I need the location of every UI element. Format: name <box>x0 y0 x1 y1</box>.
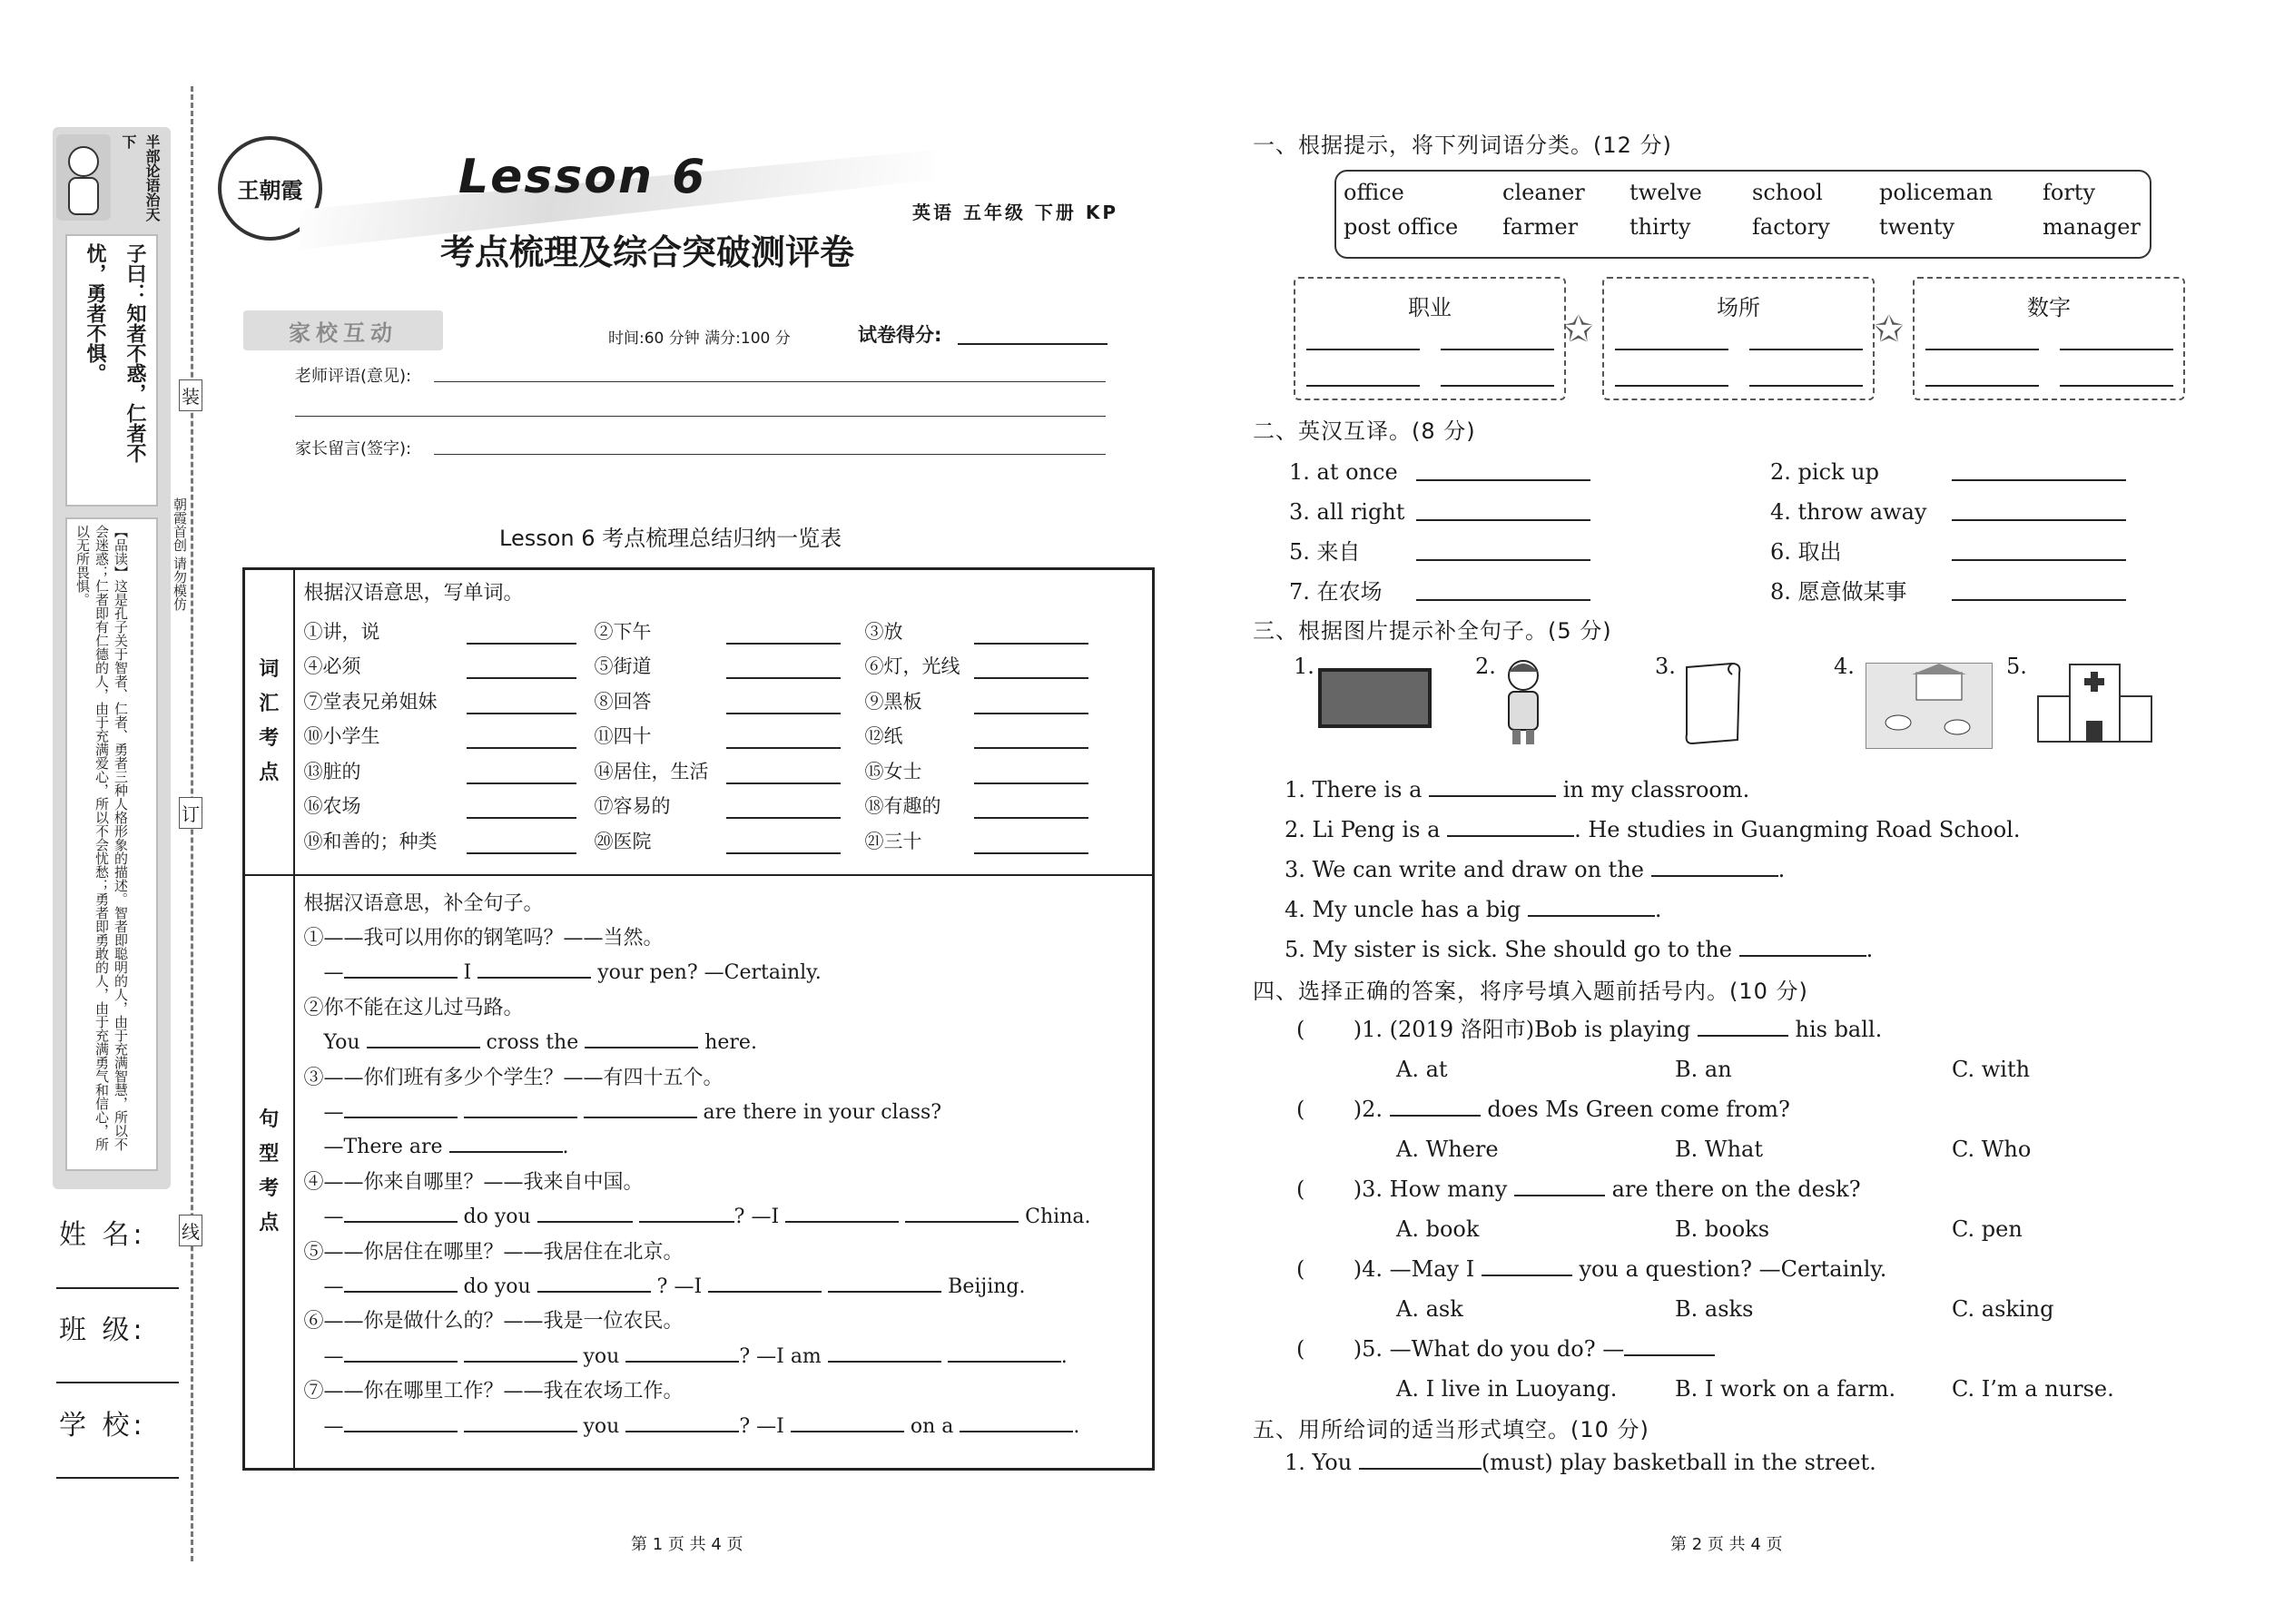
answer-blank[interactable] <box>464 1117 577 1118</box>
lesson-title: Lesson 6 <box>458 150 707 204</box>
category-place: 场所 <box>1602 277 1875 400</box>
sentence-cell <box>294 875 1154 1470</box>
sentence-2-cn: ②你不能在这儿过马路。 <box>303 996 524 1019</box>
sentence-1-en: — I your pen? —Certainly. <box>323 961 822 985</box>
page-number-2: 第 2 页 共 4 页 <box>1670 1535 1783 1554</box>
brand-slogan: 半部论语治天下 <box>120 134 161 221</box>
logo-text: 王朝霞 <box>237 177 303 203</box>
sentence-5-en: — do you ? —I Beijing. <box>323 1275 1026 1298</box>
teacher-line-1[interactable] <box>434 381 1106 382</box>
sentence-2-en: You cross the here. <box>323 1031 757 1055</box>
sentence-1-cn: ①——我可以用你的钢笔吗？——当然。 <box>303 926 664 950</box>
answer-blank[interactable] <box>974 677 1088 679</box>
answer-blank[interactable] <box>726 643 841 645</box>
answer-blank[interactable] <box>1925 385 2039 387</box>
picture-sentences: 1. There is a in my classroom. 2. Li Peng is a . He studies in Guangming Road School. 3. We can write and draw on the . 4. My uncle has a big . 5. My sister is sick. She should go to the . <box>1285 777 2021 962</box>
vocab-row: ⑩小学生 ⑪四十 ⑫纸 <box>304 714 1144 750</box>
answer-blank[interactable] <box>367 1047 480 1048</box>
paper-scroll-picture <box>1678 658 1750 749</box>
answer-blank[interactable] <box>974 852 1088 854</box>
answer-blank[interactable] <box>1359 1468 1482 1470</box>
answer-blank[interactable] <box>1952 599 2126 601</box>
confucius-quote: 子曰：知者不惑，仁者不忧，勇者不惧。 <box>84 243 146 463</box>
page-number-1: 第 1 页 共 4 页 <box>631 1535 743 1554</box>
pic-num-5: 5. <box>2006 654 2027 679</box>
answer-blank[interactable] <box>467 677 576 679</box>
answer-blank[interactable] <box>344 1117 458 1118</box>
answer-blank[interactable] <box>537 1221 633 1223</box>
parent-line[interactable] <box>434 454 1106 455</box>
answer-blank[interactable] <box>467 852 576 854</box>
sentence-4-en: — do you ? —I China. <box>323 1206 1091 1229</box>
answer-blank[interactable] <box>1698 1035 1788 1037</box>
star-icon: ✩ <box>1563 309 1594 350</box>
sentence-6-cn: ⑥——你是做什么的？——我是一位农民。 <box>303 1310 684 1334</box>
vocab-instruction: 根据汉语意思，写单词。 <box>303 582 524 605</box>
section-5-heading: 五、用所给词的适当形式填空。(10 分) <box>1253 1417 1649 1442</box>
school-label: 学 校: <box>59 1410 146 1442</box>
answer-blank[interactable] <box>1749 349 1863 350</box>
answer-bracket[interactable]: ( ) <box>1296 1176 1363 1202</box>
answer-blank[interactable] <box>1416 519 1590 521</box>
answer-blank[interactable] <box>1441 385 1554 387</box>
word-bank-words: office cleaner twelve school policeman forty post office farmer thirty factory twenty manager <box>1344 180 2141 240</box>
answer-blank[interactable] <box>1615 349 1728 350</box>
hospital-picture <box>2033 655 2156 746</box>
section-4-heading: 四、选择正确的答案，将序号填入题前括号内。(10 分) <box>1253 979 1808 1004</box>
answer-blank[interactable] <box>537 1291 651 1293</box>
category-occupation: 职业 <box>1294 277 1566 400</box>
answer-blank[interactable] <box>1416 479 1590 481</box>
home-school-badge: 家校互动 <box>243 310 443 350</box>
answer-bracket[interactable]: ( ) <box>1296 1256 1363 1282</box>
answer-blank[interactable] <box>828 1361 941 1363</box>
answer-blank[interactable] <box>726 852 841 854</box>
pic-num-3: 3. <box>1655 654 1676 679</box>
cut-mark-1: 装 <box>179 379 202 411</box>
answer-blank[interactable] <box>2060 385 2173 387</box>
cut-mark-2: 订 <box>179 797 202 829</box>
vocab-row: ⑬脏的 ⑭居住，生活 ⑮女士 <box>304 749 1144 784</box>
answer-blank[interactable] <box>1306 349 1420 350</box>
section-1-heading: 一、根据提示，将下列词语分类。(12 分) <box>1253 133 1672 158</box>
answer-blank[interactable] <box>467 817 576 819</box>
answer-blank[interactable] <box>467 782 576 784</box>
sentence-7-en: — you ? —I on a . <box>323 1414 1080 1438</box>
answer-blank[interactable] <box>584 1117 697 1118</box>
table-caption: Lesson 6 考点梳理总结归纳一览表 <box>499 526 842 551</box>
answer-blank[interactable] <box>948 1361 1061 1363</box>
sentence-3-cn: ③——你们班有多少个学生？——有四十五个。 <box>303 1066 724 1089</box>
answer-blank[interactable] <box>467 747 576 749</box>
teacher-line-2[interactable] <box>295 416 1106 417</box>
answer-blank[interactable] <box>828 1291 941 1293</box>
vocab-row: ⑯农场 ⑰容易的 ⑱有趣的 <box>304 784 1144 820</box>
answer-blank[interactable] <box>974 747 1088 749</box>
answer-blank[interactable] <box>960 1431 1073 1432</box>
vocab-row: ⑲和善的；种类 ⑳医院 ㉑三十 <box>304 819 1144 854</box>
answer-blank[interactable] <box>625 1361 739 1363</box>
sentence-category: 句型考点 <box>244 875 294 1470</box>
score-label: 试卷得分: <box>858 324 942 346</box>
answer-blank[interactable] <box>708 1291 822 1293</box>
copyright-note: 朝霞首创 请勿模仿 <box>172 497 188 611</box>
blackboard-picture <box>1318 668 1432 728</box>
answer-blank[interactable] <box>974 817 1088 819</box>
quote-box <box>65 234 158 507</box>
pic-num-2: 2. <box>1475 654 1496 679</box>
answer-blank[interactable] <box>1528 915 1655 917</box>
translation-list: 1. at once 2. pick up 3. all right 4. throw away 5. 来自 6. 取出 7. 在农场 8. 愿意做某事 <box>1289 452 2151 612</box>
multiple-choice: ( )1. (2019 洛阳市)Bob is playing his ball. A. at B. an C. with ( )2. does Ms Green come from? A. Where B. What C. Who ( )3. How many are there on the desk? A. book B. books C. pen ( )4. —May I you a question? —Certainly. A. ask B. asks C. asking ( )5. —What do you do? — A. I live in Luoyang. B. I work on a farm. C. I’m a nurse. <box>1296 1017 2114 1402</box>
answer-blank[interactable] <box>726 747 841 749</box>
sentence-4-cn: ④——你来自哪里？——我来自中国。 <box>303 1170 644 1194</box>
sage-portrait <box>56 134 111 221</box>
time-score-info: 时间:60 分钟 满分:100 分 <box>608 330 791 348</box>
vocab-row: ④必须 ⑤街道 ⑥灯，光线 <box>304 645 1144 680</box>
answer-blank[interactable] <box>1952 479 2126 481</box>
sentence-7-cn: ⑦——你在哪里工作？——我在农场工作。 <box>303 1380 684 1403</box>
answer-blank[interactable] <box>726 817 841 819</box>
answer-blank[interactable] <box>974 713 1088 714</box>
answer-blank[interactable] <box>344 1431 458 1432</box>
answer-blank[interactable] <box>1429 795 1556 797</box>
vocab-cell <box>294 569 1154 875</box>
answer-blank[interactable] <box>974 782 1088 784</box>
star-icon: ✩ <box>1874 309 1905 350</box>
class-label: 班 级: <box>59 1314 146 1346</box>
answer-blank[interactable] <box>1514 1195 1605 1196</box>
answer-blank[interactable] <box>974 643 1088 645</box>
pic-num-1: 1. <box>1294 654 1314 679</box>
fill-question-1: 1. You (must) play basketball in the street. <box>1285 1450 1876 1475</box>
vocab-row: ⑦堂表兄弟姐妹 ⑧回答 ⑨黑板 <box>304 679 1144 714</box>
answer-blank[interactable] <box>344 1361 458 1363</box>
class-line[interactable] <box>56 1382 179 1383</box>
pic-num-4: 4. <box>1834 654 1855 679</box>
summary-table <box>242 567 1155 1471</box>
sentence-instruction: 根据汉语意思，补全句子。 <box>303 891 544 915</box>
answer-blank[interactable] <box>785 1221 899 1223</box>
answer-bracket[interactable]: ( ) <box>1296 1017 1363 1042</box>
farm-picture <box>1866 663 1993 749</box>
answer-bracket[interactable]: ( ) <box>1296 1336 1363 1362</box>
score-line[interactable] <box>958 343 1108 345</box>
answer-blank[interactable] <box>1441 349 1554 350</box>
answer-blank[interactable] <box>1749 385 1863 387</box>
answer-blank[interactable] <box>1952 559 2126 561</box>
answer-blank[interactable] <box>478 977 591 979</box>
reading-box <box>65 517 158 1171</box>
answer-blank[interactable] <box>1416 599 1590 601</box>
section-3-heading: 三、根据图片提示补全句子。(5 分) <box>1253 618 1612 644</box>
answer-bracket[interactable]: ( ) <box>1296 1097 1363 1122</box>
sentence-5-cn: ⑤——你居住在哪里？——我居住在北京。 <box>303 1240 684 1264</box>
sentence-3-en: — are there in your class? <box>323 1100 942 1124</box>
answer-blank[interactable] <box>1651 875 1778 877</box>
sentence-6-en: — you ? —I am . <box>323 1344 1068 1368</box>
answer-blank[interactable] <box>2060 349 2173 350</box>
sentence-3-answer: —There are . <box>323 1136 569 1159</box>
answer-blank[interactable] <box>1416 559 1590 561</box>
answer-blank[interactable] <box>449 1151 563 1153</box>
category-number: 数字 <box>1913 277 2185 400</box>
answer-blank[interactable] <box>1482 1275 1572 1276</box>
vocab-category: 词汇考点 <box>244 569 294 875</box>
answer-blank[interactable] <box>464 1361 577 1363</box>
answer-blank[interactable] <box>467 713 576 714</box>
cut-mark-3: 线 <box>179 1215 202 1246</box>
name-line[interactable] <box>56 1287 179 1289</box>
answer-blank[interactable] <box>344 1291 458 1293</box>
answer-blank[interactable] <box>344 1221 458 1223</box>
answer-blank[interactable] <box>1447 835 1574 837</box>
answer-blank[interactable] <box>467 643 576 645</box>
answer-blank[interactable] <box>1925 349 2039 350</box>
subject-tags: 英语 五年级 下册 KP <box>912 202 1119 223</box>
answer-blank[interactable] <box>1390 1115 1481 1117</box>
answer-blank[interactable] <box>791 1431 904 1432</box>
school-line[interactable] <box>56 1477 179 1479</box>
paper-title: 考点梳理及综合突破测评卷 <box>440 232 855 272</box>
name-label: 姓 名: <box>59 1219 146 1251</box>
answer-blank[interactable] <box>585 1047 698 1048</box>
reading-text: 【品读】这是孔子关于智者、仁者、勇者三种人格形象的描述。智者即聪明的人，由于充满智慧，所以不会迷惑；仁者即有仁德的人，由于充满爱心，所以不会忧愁；勇者即勇敢的人，由于充满勇气和信心，所以无所畏惧。 <box>74 525 129 1151</box>
answer-blank[interactable] <box>344 977 458 979</box>
answer-blank[interactable] <box>464 1431 577 1432</box>
parent-comment-label: 家长留言(签字): <box>295 439 412 458</box>
answer-blank[interactable] <box>1306 385 1420 387</box>
answer-blank[interactable] <box>726 713 841 714</box>
answer-blank[interactable] <box>1952 519 2126 521</box>
answer-blank[interactable] <box>625 1431 739 1432</box>
answer-blank[interactable] <box>726 677 841 679</box>
answer-blank[interactable] <box>905 1221 1019 1223</box>
teacher-comment-label: 老师评语(意见): <box>295 367 412 386</box>
answer-blank[interactable] <box>1739 955 1866 957</box>
answer-blank[interactable] <box>1615 385 1728 387</box>
section-2-heading: 二、英汉互译。(8 分) <box>1253 418 1476 444</box>
pupil-picture <box>1496 655 1551 746</box>
answer-blank[interactable] <box>639 1221 734 1223</box>
answer-blank[interactable] <box>1624 1354 1715 1356</box>
vocab-row: ①讲，说 ②下午 ③放 <box>304 609 1144 645</box>
answer-blank[interactable] <box>726 782 841 784</box>
